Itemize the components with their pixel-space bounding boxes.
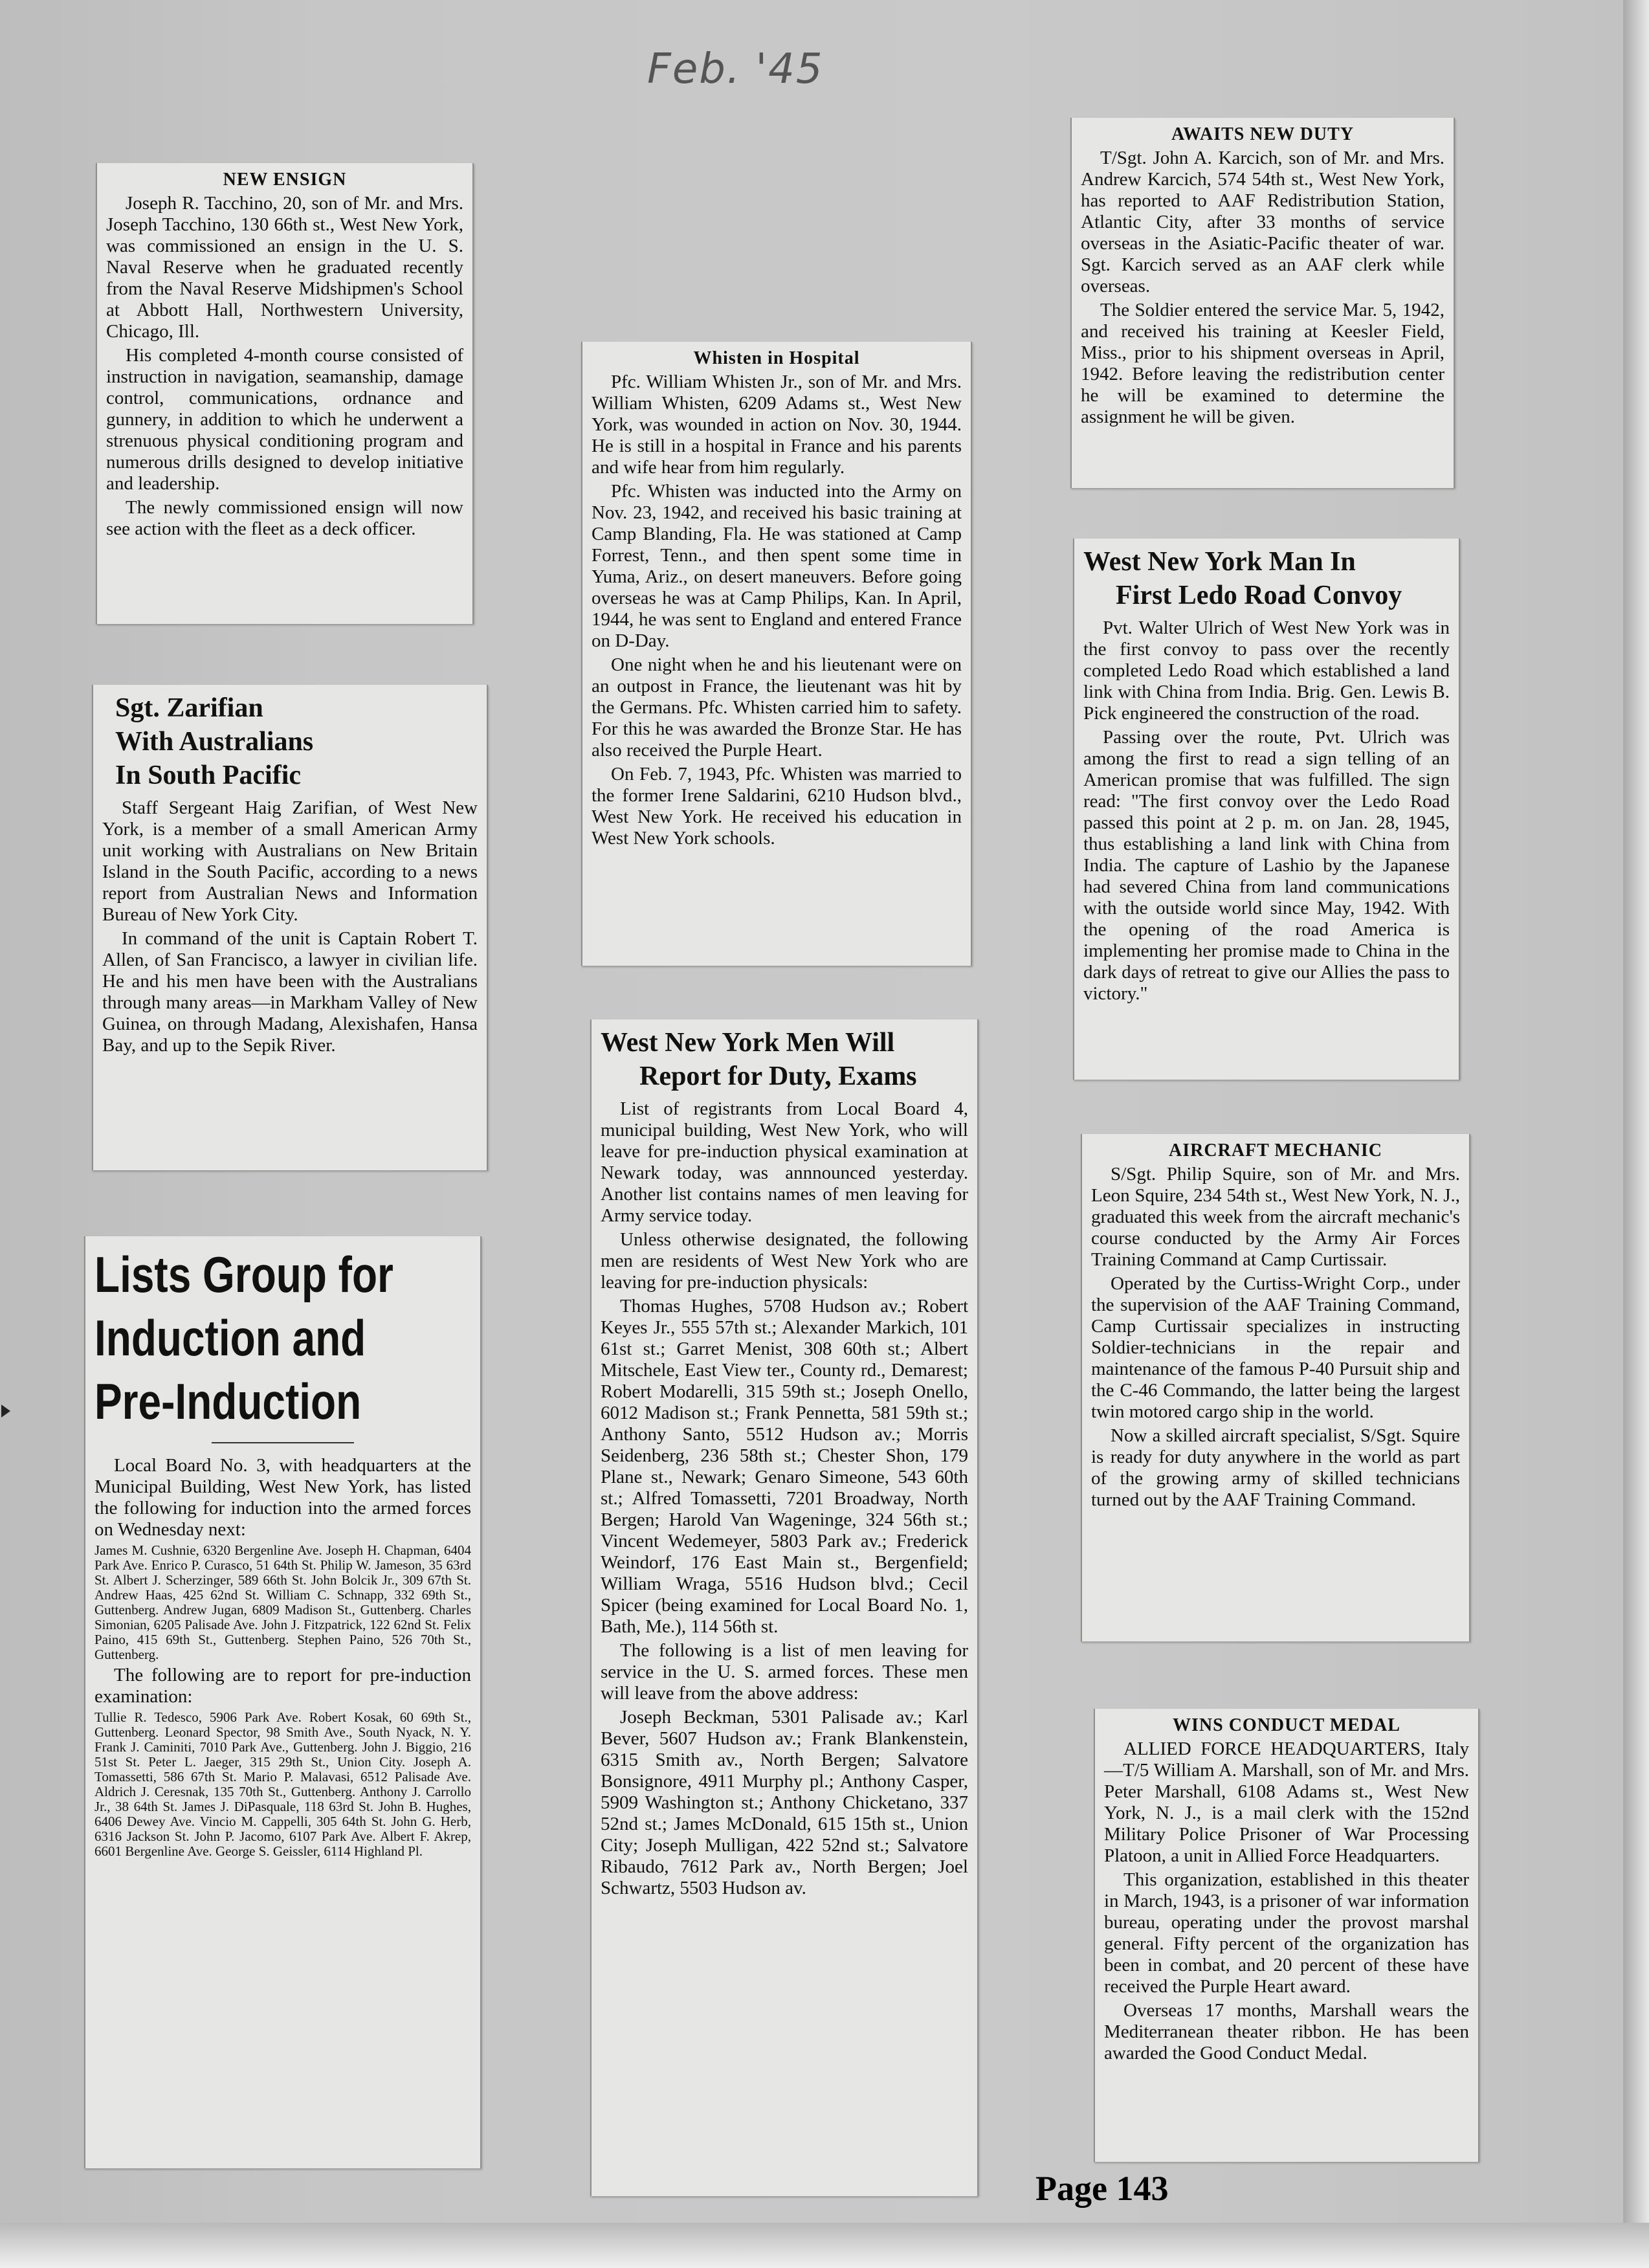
- clipping-zarifian: [92, 685, 488, 1170]
- clipping-heading: AWAITS NEW DUTY: [1171, 124, 1355, 144]
- clipping-headline: [115, 691, 478, 792]
- page-edge-right: [1623, 0, 1649, 2268]
- clipping-paragraph: Pfc. Whisten was inducted into the Army on Nov. 23, 1942, and received his basic training at Camp Blanding, Fla. He was stationed at Camp Forrest, Tenn., and then spent some time in Yuma, Ariz., on desert maneuvers. Before going overseas he was at Camp Philips, Kan. In April, 1944, he was sent to England and entered France on D-Day.: [592, 481, 962, 651]
- clipping-awaits-new-duty: [1070, 118, 1455, 488]
- clipping-paragraph: Pfc. William Whisten Jr., son of Mr. and Mrs. William Whisten, 6209 Adams st., West New York, was wounded in action on Nov. 30, 1944. He is still in a hospital in France and his parents and wife hear from him regularly.: [592, 372, 962, 478]
- headline-line: Sgt. Zarifian: [115, 693, 263, 723]
- clipping-headline: [1083, 545, 1450, 612]
- clipping-paragraph: The following is a list of men leaving for service in the U. S. armed forces. These men will leave from the above address:: [601, 1640, 968, 1704]
- handwritten-date: Feb. '45: [647, 45, 824, 93]
- clipping-lists-group: [84, 1236, 481, 2168]
- clipping-paragraph: Unless otherwise designated, the following men are residents of West New York who are leaving for pre-induction physicals:: [601, 1229, 968, 1293]
- clipping-paragraph: Overseas 17 months, Marshall wears the Mediterranean theater ribbon. He has been awarded the Good Conduct Medal.: [1104, 2000, 1469, 2063]
- headline-line: Lists Group for: [94, 1246, 393, 1303]
- clipping-paragraph: The newly commissioned ensign will now see action with the fleet as a deck officer.: [106, 497, 463, 539]
- clipping-paragraph: Local Board No. 3, with headquarters at the Municipal Building, West New York, has listed the following for induction into the armed forces on Wednesday next:: [94, 1455, 471, 1540]
- clipping-paragraph: Now a skilled aircraft specialist, S/Sgt. Squire is ready for duty anywhere in the world as part of the growing army of skilled technicians turned out by the AAF Training Command.: [1091, 1425, 1460, 1510]
- clipping-heading: AIRCRAFT MECHANIC: [1169, 1140, 1382, 1161]
- clipping-paragraph: List of registrants from Local Board 4, municipal building, West New York, who will leave for pre-induction physical examination at Newark today, was annnounced yesterday. Another list contains names of men leaving for Army service today.: [601, 1098, 968, 1226]
- headline-rule: [212, 1442, 354, 1443]
- clipping-paragraph: S/Sgt. Philip Squire, son of Mr. and Mrs. Leon Squire, 234 54th st., West New York, N. J., graduated this week from the aircraft mechanic's course conducted by the Army Air Forces Training Command at Camp Curtissair.: [1091, 1164, 1460, 1270]
- clipping-heading: WINS CONDUCT MEDAL: [1173, 1715, 1400, 1735]
- clipping-paragraph: T/Sgt. John A. Karcich, son of Mr. and Mrs. Andrew Karcich, 574 54th st., West New York, has reported to AAF Redistribution Station, Atlantic City, after 33 months of service overseas in the Asiatic-Pacific theater of war. Sgt. Karcich served as an AAF clerk while overseas.: [1081, 148, 1444, 296]
- induction-list: James M. Cushnie, 6320 Bergenline Ave. Joseph H. Chapman, 6404 Park Ave. Enrico P. Curasco, 51 64th St. Philip W. Jameson, 35 63rd St. Albert J. Scherzinger, 589 66th St. John Bolcik Jr., 309 67th St. Andrew Haas, 425 62nd St. William C. Schnapp, 332 69th St., Guttenberg. Andrew Jugan, 6809 Madison St., Guttenberg. Charles Simonian, 6205 Palisade Ave. John J. Fitzpatrick, 122 62nd St. Felix Paino, 415 69th St., Guttenberg. Stephen Paino, 526 70th St., Guttenberg.: [94, 1542, 471, 1662]
- clipping-headline: [94, 1243, 481, 1433]
- clipping-paragraph: Operated by the Curtiss-Wright Corp., under the supervision of the AAF Training Command, Camp Curtissair specializes in instructing Soldier-technicians in the repair and maintenance of the famous P-40 Pursuit ship and the C-46 Commando, the latter being the largest twin motored cargo ship in the world.: [1091, 1273, 1460, 1422]
- headline-line: In South Pacific: [115, 761, 302, 790]
- clipping-paragraph: In command of the unit is Captain Robert T. Allen, of San Francisco, a lawyer in civilian life. He and his men have been with the Australians through many areas—in Markham Valley of New Guinea, on through Madang, Alexishafen, Hansa Bay, and up to the Sepik River.: [102, 928, 478, 1056]
- pre-induction-list: Tullie R. Tedesco, 5906 Park Ave. Robert Kosak, 60 69th St., Guttenberg. Leonard Spector, 98 Smith Ave., South Nyack, N. Y. Frank J. Caminiti, 7010 Park Ave., Guttenberg. John J. Biggio, 216 51st St. Peter L. Jaeger, 315 29th St., Union City. Joseph A. Tomassetti, 586 67th St. Mario P. Malavasi, 6512 Palisade Ave. Aldrich J. Ceresnak, 135 70th St., Guttenberg. Anthony J. Carrollo Jr., 38 64th St. James J. DiPasquale, 118 63rd St. John B. Hughes, 6406 Dewey Ave. Vincio M. Cappelli, 305 64th St. John G. Herb, 6316 Jackson St. John P. Jacomo, 6107 Park Ave. Albert F. Akrep, 6601 Bergenline Ave. George S. Geissler, 6114 Highland Pl.: [94, 1709, 471, 1859]
- clipping-paragraph: Thomas Hughes, 5708 Hudson av.; Robert Keyes Jr., 555 57th st.; Alexander Markich, 101 61st st.; Garret Menist, 308 60th st.; Albert Mitschele, East View ter., County rd., Demarest; Robert Modarelli, 315 59th st.; Joseph Onello, 6012 Madison st.; Frank Pennetta, 581 59th st.; Anthony Santo, 5512 Hudson av.; Morris Seidenberg, 236 58th st.; Chester Shon, 179 Plane st., Newark; Genaro Simeone, 543 60th st.; Alfred Tomassetti, 7201 Broadway, North Bergen; Harold Van Wageninge, 324 56th st.; Vincent Wedemeyer, 5803 Park av.; Frederick Weindorf, 176 East Main st., Bergenfield; William Wraga, 5516 Hudson blvd.; Cecil Spicer (being examined for Local Board No. 1, Bath, Me.), 114 56th st.: [601, 1296, 968, 1637]
- clipping-paragraph: Joseph R. Tacchino, 20, son of Mr. and Mrs. Joseph Tacchino, 130 66th st., West New York, was commissioned an ensign in the U. S. Naval Reserve when he graduated recently from the Naval Reserve Midshipmen's School at Abbott Hall, Northwestern University, Chicago, Ill.: [106, 193, 463, 342]
- clipping-paragraph: Passing over the route, Pvt. Ulrich was among the first to read a sign telling of an American promise that was fulfilled. The sign read: "The first convoy over the Ledo Road passed this point at 2 p. m. on Jan. 28, 1945, thus establishing a land link with China from India. The capture of Lashio by the Japanese had severed China from land communications with the outside world since May, 1942. With the opening of the road America is implementing her promise made to China in the dark days of retreat to give our Allies the pass to victory.": [1083, 727, 1450, 1004]
- clipping-headline: [601, 1026, 968, 1093]
- headline-line: Induction and: [94, 1309, 366, 1366]
- clipping-paragraph: On Feb. 7, 1943, Pfc. Whisten was married to the former Irene Saldarini, 6210 Hudson blvd., West New York. He received his education in West New York schools.: [592, 764, 962, 849]
- clipping-new-ensign: [96, 163, 474, 624]
- headline-line: West New York Man In: [1083, 547, 1356, 577]
- clipping-paragraph: This organization, established in this theater in March, 1943, is a prisoner of war information bureau, operating under the provost marshal general. Fifty percent of the organization has been in combat, and 20 percent of these have received the Purple Heart award.: [1104, 1869, 1469, 1997]
- clipping-ledo-road: [1073, 539, 1460, 1080]
- headline-line: West New York Men Will: [601, 1028, 895, 1058]
- clipping-aircraft-mechanic: [1081, 1134, 1470, 1641]
- clipping-wny-men: [590, 1019, 979, 2196]
- headline-line: With Australians: [115, 727, 314, 757]
- clipping-paragraph: Pvt. Walter Ulrich of West New York was in the first convoy to pass over the recently completed Ledo Road which established a land link with China from India. Brig. Gen. Lewis B. Pick engineered the construction of the road.: [1083, 617, 1450, 724]
- clipping-paragraph: His completed 4-month course consisted of instruction in navigation, seamanship, damage control, communications, ordnance and gunnery, in addition to which he underwent a strenuous physical conditioning program and numerous drills designed to develop initiative and leadership.: [106, 345, 463, 494]
- clipping-heading: Whisten in Hospital: [693, 348, 860, 368]
- clipping-paragraph: ALLIED FORCE HEADQUARTERS, Italy—T/5 William A. Marshall, son of Mr. and Mrs. Peter Marshall, 6108 Adams st., West New York, N. J., is a mail clerk with the 152nd Military Police Prisoner of War Processing Platoon, a unit in Allied Force Headquarters.: [1104, 1739, 1469, 1866]
- clipping-paragraph: The Soldier entered the service Mar. 5, 1942, and received his training at Keesler Field, Miss., prior to his shipment overseas in April, 1942. Before leaving the redistribution center he will be examined to determine the assignment he will be given.: [1081, 300, 1444, 427]
- clipping-wins-conduct-medal: [1094, 1709, 1479, 2162]
- clipping-whisten: [581, 342, 972, 966]
- clipping-paragraph: The following are to report for pre-induction examination:: [94, 1665, 471, 1707]
- headline-line: Report for Duty, Exams: [639, 1062, 917, 1091]
- headline-line: Pre-Induction: [94, 1373, 362, 1430]
- page-edge-bottom: [0, 2223, 1649, 2268]
- binder-mark: [1, 1405, 10, 1418]
- headline-line: First Ledo Road Convoy: [1116, 581, 1402, 610]
- page-number: Page 143: [1035, 2169, 1169, 2208]
- clipping-paragraph: One night when he and his lieutenant were on an outpost in France, the lieutenant was hit by the Germans. Pfc. Whisten carried him to safety. For this he was awarded the Bronze Star. He has also received the Purple Heart.: [592, 654, 962, 761]
- clipping-paragraph: Staff Sergeant Haig Zarifian, of West New York, is a member of a small American Army unit working with Australians on New Britain Island in the South Pacific, according to a news report from Australian News and Information Bureau of New York City.: [102, 797, 478, 925]
- clipping-heading: NEW ENSIGN: [223, 170, 347, 190]
- clipping-paragraph: Joseph Beckman, 5301 Palisade av.; Karl Bever, 5607 Hudson av.; Frank Blankenstein, 6315 Smith av., North Bergen; Salvatore Bonsignore, 4911 Murphy pl.; Anthony Casper, 5909 Washington st.; Anthony Chicketano, 337 52nd st.; James McDonald, 615 15th st., Union City; Joseph Mulligan, 422 52nd st.; Salvatore Ribaudo, 7612 Park av., North Bergen; Joel Schwartz, 5503 Hudson av.: [601, 1707, 968, 1898]
